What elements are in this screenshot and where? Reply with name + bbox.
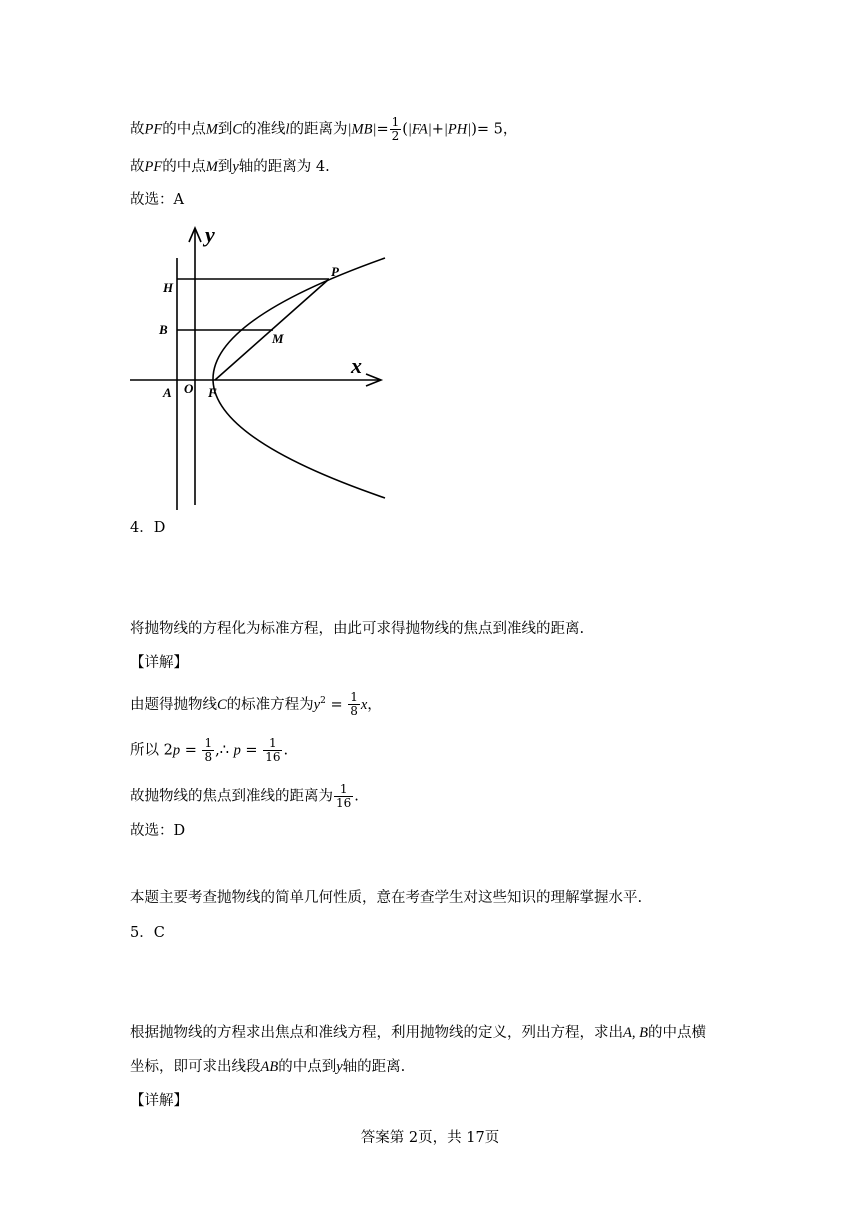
text-line-2: 故PF的中点M到y轴的距离为 4. (130, 159, 330, 175)
text-line-1: 故PF的中点M到C的准线l的距离为|MB|= $\frac{1}{2}$ (|FA|+|PH|)= 5， (130, 115, 518, 143)
text-line-14: 坐标，即可求出线段AB的中点到y轴的距离. (130, 1059, 406, 1075)
text-line-7: 由题得抛物线C的标准方程为$y^2$ = $\frac{1}{8}$ x， (130, 690, 382, 719)
label-O: O (184, 381, 194, 396)
text-line-9: 故抛物线的焦点到准线的距离为 $\frac{1}{16}$ . (130, 782, 359, 810)
text-line-8: 所以 2p = $\frac{1}{8}$ ,∴ p = $\frac{1}{16}$ . (130, 736, 289, 764)
text-line-5: 将抛物线的方程化为标准方程，由此可求得抛物线的焦点到准线的距离. (130, 621, 585, 637)
label-H: H (163, 280, 174, 295)
text-line-15: 【详解】 (130, 1093, 188, 1109)
text-line-10: 故选：D (130, 823, 186, 839)
label-B: B (159, 322, 168, 337)
parabola-figure (125, 220, 395, 510)
label-x: x (351, 353, 362, 378)
page-footer: 答案第 2页，共 17页 (360, 1130, 500, 1146)
text-line-11: 本题主要考查抛物线的简单几何性质，意在考查学生对这些知识的理解掌握水平. (130, 890, 643, 906)
label-A: A (163, 385, 172, 400)
label-F: F (208, 385, 217, 400)
text-line-3: 故选：A (130, 192, 184, 208)
label-P: P (331, 264, 339, 279)
text-line-6: 【详解】 (130, 655, 188, 671)
text-line-4: 4．D (130, 520, 166, 536)
text-line-12: 5．C (130, 925, 165, 941)
label-y: y (205, 222, 215, 247)
text-line-13: 根据抛物线的方程求出焦点和准线方程，利用抛物线的定义，列出方程，求出A, B的中点横 (130, 1025, 706, 1041)
label-M: M (272, 331, 284, 346)
parabola-curve (213, 258, 385, 498)
